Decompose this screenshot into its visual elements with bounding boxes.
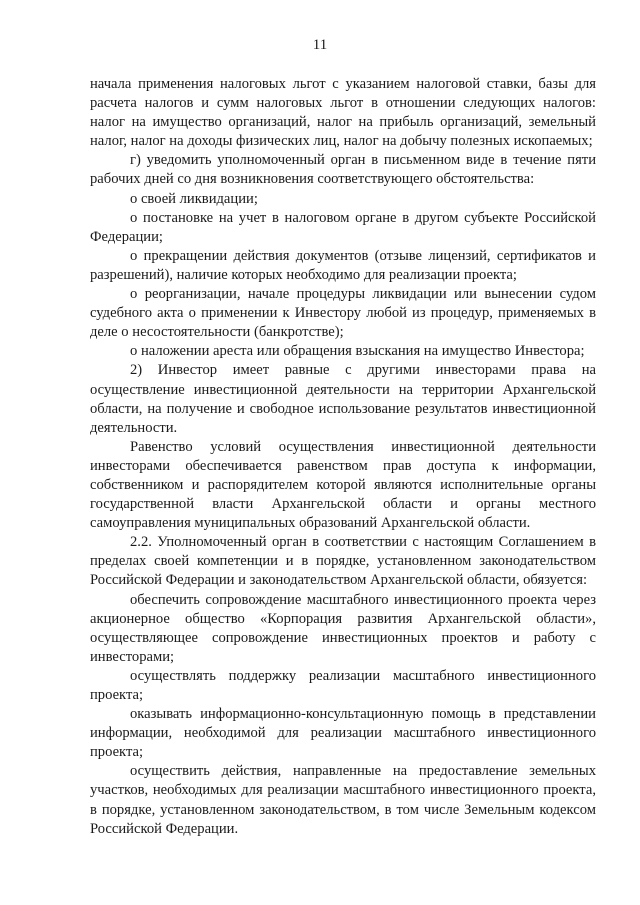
paragraph: начала применения налоговых льгот с указанием налоговой ставки, базы для расчета налогов и сумм налоговых льгот в отношении следующих налогов: налог на имущество организаций, налог на прибыль организаций, земельный налог, налог на доходы физических лиц, налог на добычу полезных ископаемых; [90, 76, 596, 150]
paragraph: г) уведомить уполномоченный орган в письменном виде в течение пяти рабочих дней со дня возникновения соответствующего обстоятельства: [90, 152, 596, 188]
paragraph: о наложении ареста или обращения взыскания на имущество Инвестора; [130, 343, 585, 360]
paragraph: 2.2. Уполномоченный орган в соответствии с настоящим Соглашением в пределах своей компетенции и в порядке, установленном законодательством Российской Федерации и законодательством Архангельской области, обязуется: [90, 534, 596, 589]
paragraph: о прекращении действия документов (отзыве лицензий, сертификатов и разрешений), наличие которых необходимо для реализации проекта; [90, 247, 596, 283]
paragraph: осуществлять поддержку реализации масштабного инвестиционного проекта; [90, 667, 596, 703]
paragraph: 2) Инвестор имеет равные с другими инвесторами права на осуществление инвестиционной деятельности на территории Архангельской области, на получение и свободное использование результатов инвестиционной деятельности. [90, 362, 596, 436]
paragraph: оказывать информационно-консультационную помощь в представлении информации, необходимой для реализации масштабного инвестиционного проекта; [90, 706, 596, 761]
paragraph: о постановке на учет в налоговом органе в другом субъекте Российской Федерации; [90, 209, 596, 245]
paragraph: Равенство условий осуществления инвестиционной деятельности инвесторами обеспечивается равенством прав доступа к информации, собственником и распорядителем которой являются исполнительные органы государственной власти Архангельской области и органы местного самоуправления муниципальных образований Архангельской области. [90, 438, 596, 532]
paragraph: о реорганизации, начале процедуры ликвидации или вынесении судом судебного акта о применении к Инвестору любой из процедур, применяемых в деле о несостоятельности (банкротстве); [90, 286, 596, 341]
paragraph: осуществить действия, направленные на предоставление земельных участков, необходимых для реализации масштабного инвестиционного проекта, в порядке, установленном законодательством, в том числе Земельным кодексом Российской Федерации. [90, 763, 596, 837]
document-body [90, 75, 596, 839]
paragraph: обеспечить сопровождение масштабного инвестиционного проекта через акционерное общество «Корпорация развития Архангельской области», осуществляющее сопровождение инвестиционных проектов и работу с инвесторами; [90, 591, 596, 665]
page-number: 11 [312, 37, 328, 53]
paragraph: о своей ликвидации; [130, 190, 258, 207]
